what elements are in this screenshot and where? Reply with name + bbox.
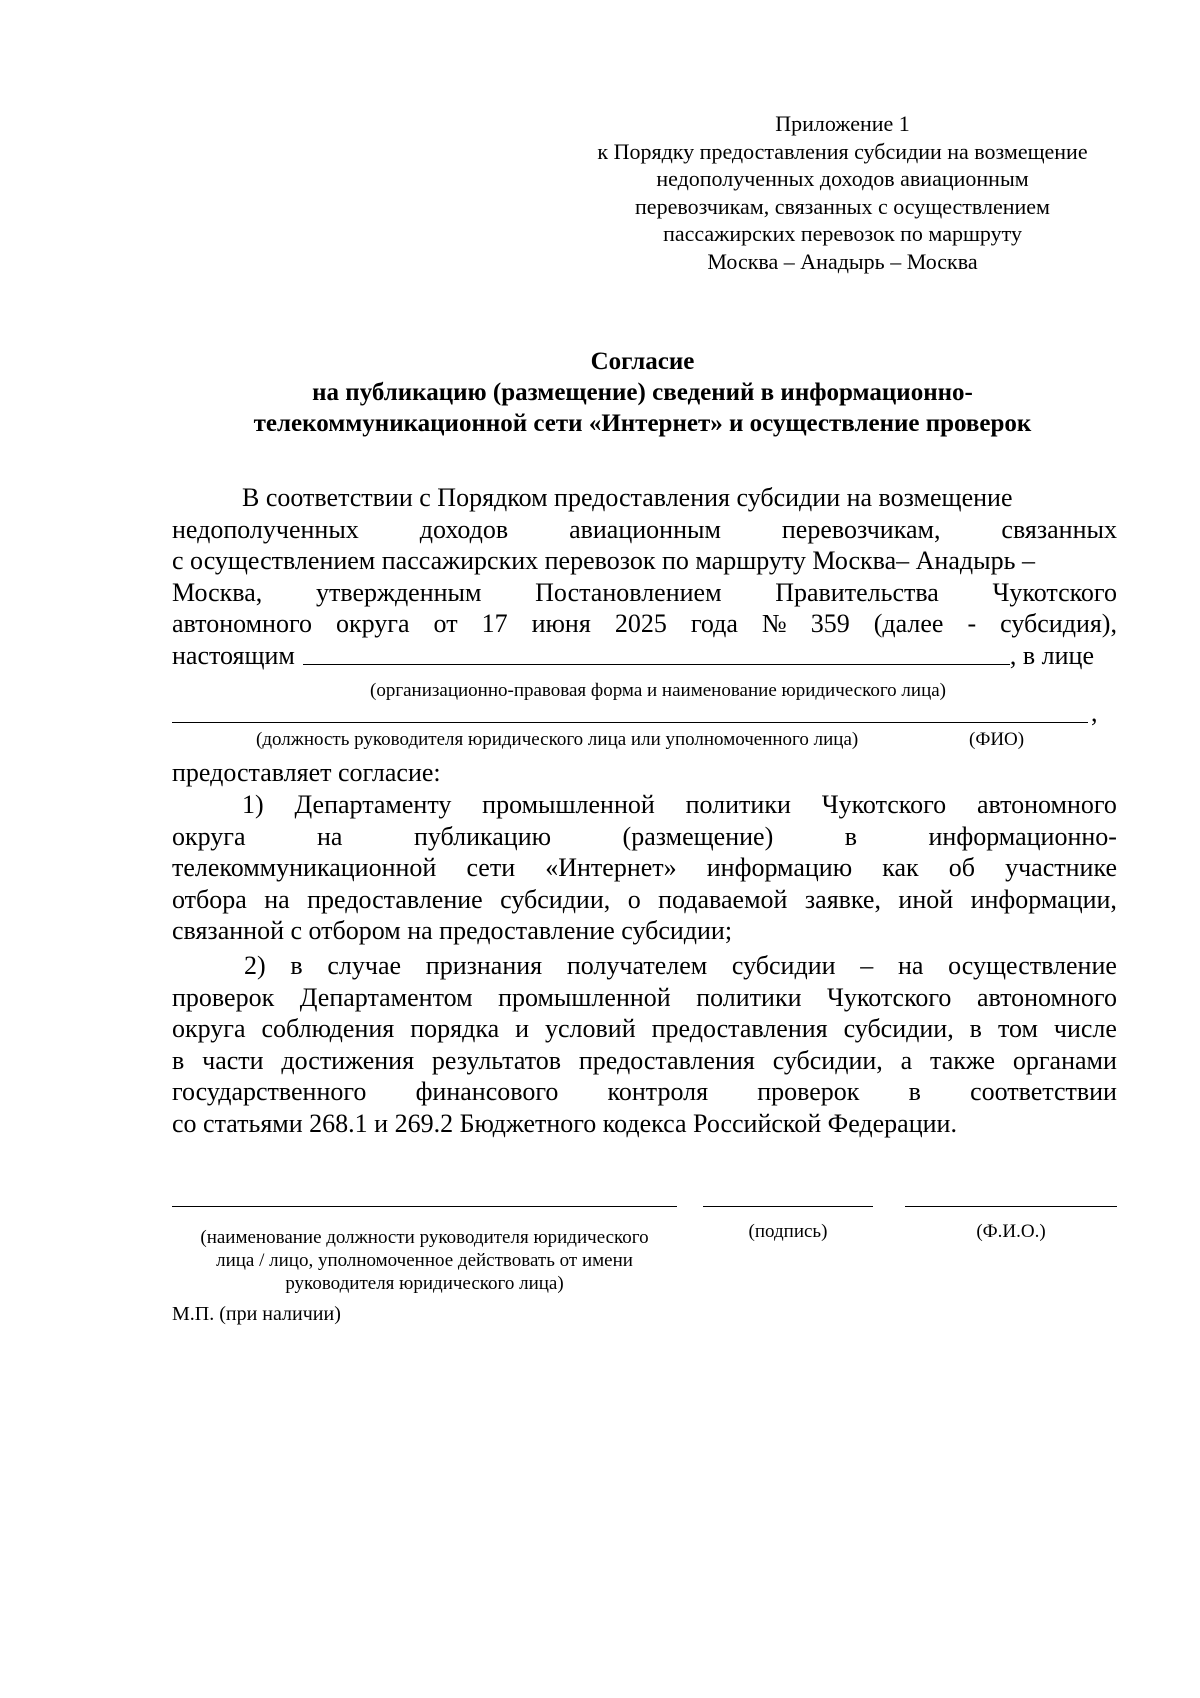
word: как	[882, 853, 919, 882]
word: осуществление	[948, 951, 1117, 980]
word: года	[690, 609, 738, 638]
word: порядка	[410, 1014, 500, 1043]
item2-text: со статьями 268.1 и 269.2 Бюджетного кодекса Российской Федерации.	[172, 1108, 957, 1138]
item1-line-5	[172, 915, 1117, 947]
word: в	[908, 1077, 921, 1106]
item1-line-3	[172, 852, 1117, 884]
word: в	[172, 1045, 185, 1075]
word: –	[860, 951, 874, 980]
word: том	[997, 1014, 1038, 1043]
word: автономного	[172, 609, 312, 638]
word: информации,	[970, 884, 1117, 914]
word: предоставление	[307, 884, 483, 914]
intro-line-1	[172, 482, 1117, 514]
word: участнике	[1005, 853, 1117, 882]
word: сети	[466, 853, 516, 882]
word: от	[433, 609, 458, 638]
word: подаваемой	[658, 884, 788, 914]
annex-header	[555, 110, 1130, 275]
intro-text: В соответствии с Порядком предоставления субсидии на возмещение	[242, 483, 1013, 512]
annex-line: перевозчикам, связанных с осуществлением	[635, 193, 1050, 219]
word: политики	[696, 982, 802, 1012]
word: недополученных	[172, 514, 359, 544]
item2-line-2	[172, 982, 1117, 1014]
position-line[interactable]	[172, 1206, 677, 1207]
word: Правительства	[775, 577, 939, 607]
word: публикацию	[413, 821, 552, 851]
word: получателем	[566, 951, 708, 980]
word: субсидии,	[843, 1014, 954, 1043]
item1-line-4	[172, 884, 1117, 916]
word: иной	[898, 884, 954, 914]
fio-line[interactable]	[905, 1206, 1117, 1207]
word: 17	[481, 609, 508, 638]
item2-line-1	[172, 950, 1117, 982]
word: на	[317, 821, 343, 851]
intro-line-3	[172, 545, 1117, 577]
word: Департаменту	[294, 790, 452, 819]
word: условий	[545, 1014, 636, 1043]
word: в	[844, 821, 858, 851]
caption-line: (наименование должности руководителя юридического	[200, 1227, 649, 1248]
document-title	[155, 346, 1130, 439]
item2-line-3	[172, 1013, 1117, 1045]
word: 1)	[242, 790, 264, 819]
annex-line: пассажирских перевозок по маршруту	[663, 221, 1022, 246]
signature-caption: (подпись)	[748, 1221, 828, 1242]
annex-line: Приложение 1	[775, 111, 910, 136]
word: округа	[172, 1014, 246, 1043]
word: информацию	[706, 853, 853, 882]
item2-line-6	[172, 1108, 1117, 1140]
word: настоящим	[172, 640, 295, 670]
word: субсидия),	[1000, 609, 1117, 638]
intro-line-5	[172, 608, 1117, 640]
word: части	[202, 1045, 264, 1075]
word: предоставления	[578, 1045, 755, 1075]
word: субсидии	[731, 951, 836, 980]
title-line: Согласие	[590, 348, 695, 375]
word: результатов	[431, 1045, 562, 1075]
comma: ,	[1091, 698, 1098, 727]
word: соблюдения	[261, 1014, 395, 1043]
word: (далее	[873, 609, 944, 638]
title-line: телекоммуникационной сети «Интернет» и осуществление проверок	[253, 410, 1032, 437]
intro-line-4	[172, 577, 1117, 609]
word: также	[930, 1045, 996, 1075]
word: контроля	[607, 1077, 709, 1106]
word: отбора	[172, 884, 247, 914]
word: органами	[1012, 1045, 1117, 1075]
word: Москва,	[172, 577, 263, 607]
word: округа	[172, 821, 246, 851]
word: промышленной	[482, 790, 655, 819]
word: связанных	[1001, 514, 1117, 544]
word: соответствии	[970, 1077, 1117, 1106]
word: Постановлением	[535, 577, 722, 607]
word: авиационным	[569, 514, 721, 544]
intro-paragraph	[172, 482, 1117, 671]
word: перевозчикам,	[781, 514, 941, 544]
word: и	[515, 1014, 530, 1043]
gives-consent-text: предоставляет согласие:	[172, 758, 441, 787]
word: округа	[336, 609, 410, 638]
caption-line: руководителя юридического лица)	[285, 1273, 564, 1294]
word: Чукотского	[821, 790, 947, 819]
word: -	[967, 609, 977, 638]
gives-consent-line	[172, 757, 1117, 789]
word: автономного	[976, 790, 1117, 819]
word: признания	[425, 951, 543, 980]
item-2	[172, 950, 1117, 1139]
intro-line-2	[172, 514, 1117, 546]
word: «Интернет»	[545, 853, 677, 882]
word: о	[627, 884, 641, 914]
word: в	[290, 951, 303, 980]
word: 359	[810, 609, 850, 638]
intro-line-6	[172, 640, 1117, 672]
word: 2)	[244, 951, 266, 980]
word: промышленной	[498, 982, 671, 1012]
word: субсидии,	[500, 884, 611, 914]
word: июня	[531, 609, 591, 638]
word: финансового	[415, 1077, 559, 1106]
item1-line-2	[172, 821, 1117, 853]
item-1	[172, 789, 1117, 947]
word: Департаментом	[299, 982, 473, 1012]
word: случае	[327, 951, 402, 980]
intro-text: с осуществлением пассажирских перевозок по маршруту Москва– Анадырь –	[172, 546, 1035, 575]
word: Чукотского	[992, 577, 1117, 607]
caption-fio: (ФИО)	[969, 729, 1025, 750]
item2-line-4	[172, 1045, 1117, 1077]
word: утвержденным	[315, 577, 482, 607]
caption-organization: (организационно-правовая форма и наименование юридического лица)	[370, 680, 947, 701]
word: достижения	[281, 1045, 415, 1075]
annex-line: к Порядку предоставления субсидии на возмещение	[597, 138, 1088, 164]
word: субсидии,	[772, 1045, 883, 1075]
word: на	[264, 884, 290, 914]
fio-caption: (Ф.И.О.)	[976, 1221, 1046, 1242]
stamp-note: М.П. (при наличии)	[172, 1303, 341, 1325]
item2-line-5	[172, 1076, 1117, 1108]
word: 2025	[614, 609, 667, 638]
word: об	[948, 853, 975, 882]
word: а	[900, 1045, 913, 1075]
word: предоставления	[651, 1014, 828, 1043]
word: государственного	[172, 1077, 367, 1106]
word: проверок	[757, 1077, 860, 1106]
item1-line-1	[172, 789, 1117, 821]
word: на	[897, 951, 924, 980]
caption-person-position: (должность руководителя юридического лица или уполномоченного лица)	[256, 729, 859, 750]
consent-lead	[172, 757, 1117, 789]
word: числе	[1053, 1014, 1117, 1043]
item1-text: связанной с отбором на предоставление субсидии;	[172, 916, 733, 945]
annex-line: недополученных доходов авиационным	[656, 166, 1029, 191]
title-line: на публикацию (размещение) сведений в информационно-	[312, 379, 973, 406]
word: Чукотского	[827, 982, 952, 1012]
word: заявке,	[804, 884, 881, 914]
word: (размещение)	[622, 821, 774, 851]
word: проверок	[172, 982, 275, 1012]
word: доходов	[419, 514, 509, 544]
word: информационно-	[928, 821, 1117, 851]
annex-line: Москва – Анадырь – Москва	[707, 248, 978, 274]
word: автономного	[976, 982, 1117, 1012]
signature-line[interactable]	[703, 1206, 873, 1207]
word: телекоммуникационной	[172, 853, 437, 882]
word: , в лице	[1009, 640, 1094, 670]
position-caption	[172, 1226, 677, 1295]
caption-line: лица / лицо, уполномоченное действовать от имени	[216, 1250, 633, 1271]
word: политики	[685, 790, 791, 819]
word: в	[969, 1014, 982, 1043]
word: №	[761, 609, 787, 638]
person-name-field[interactable]	[172, 722, 1088, 723]
organization-name-field[interactable]	[303, 640, 1010, 665]
